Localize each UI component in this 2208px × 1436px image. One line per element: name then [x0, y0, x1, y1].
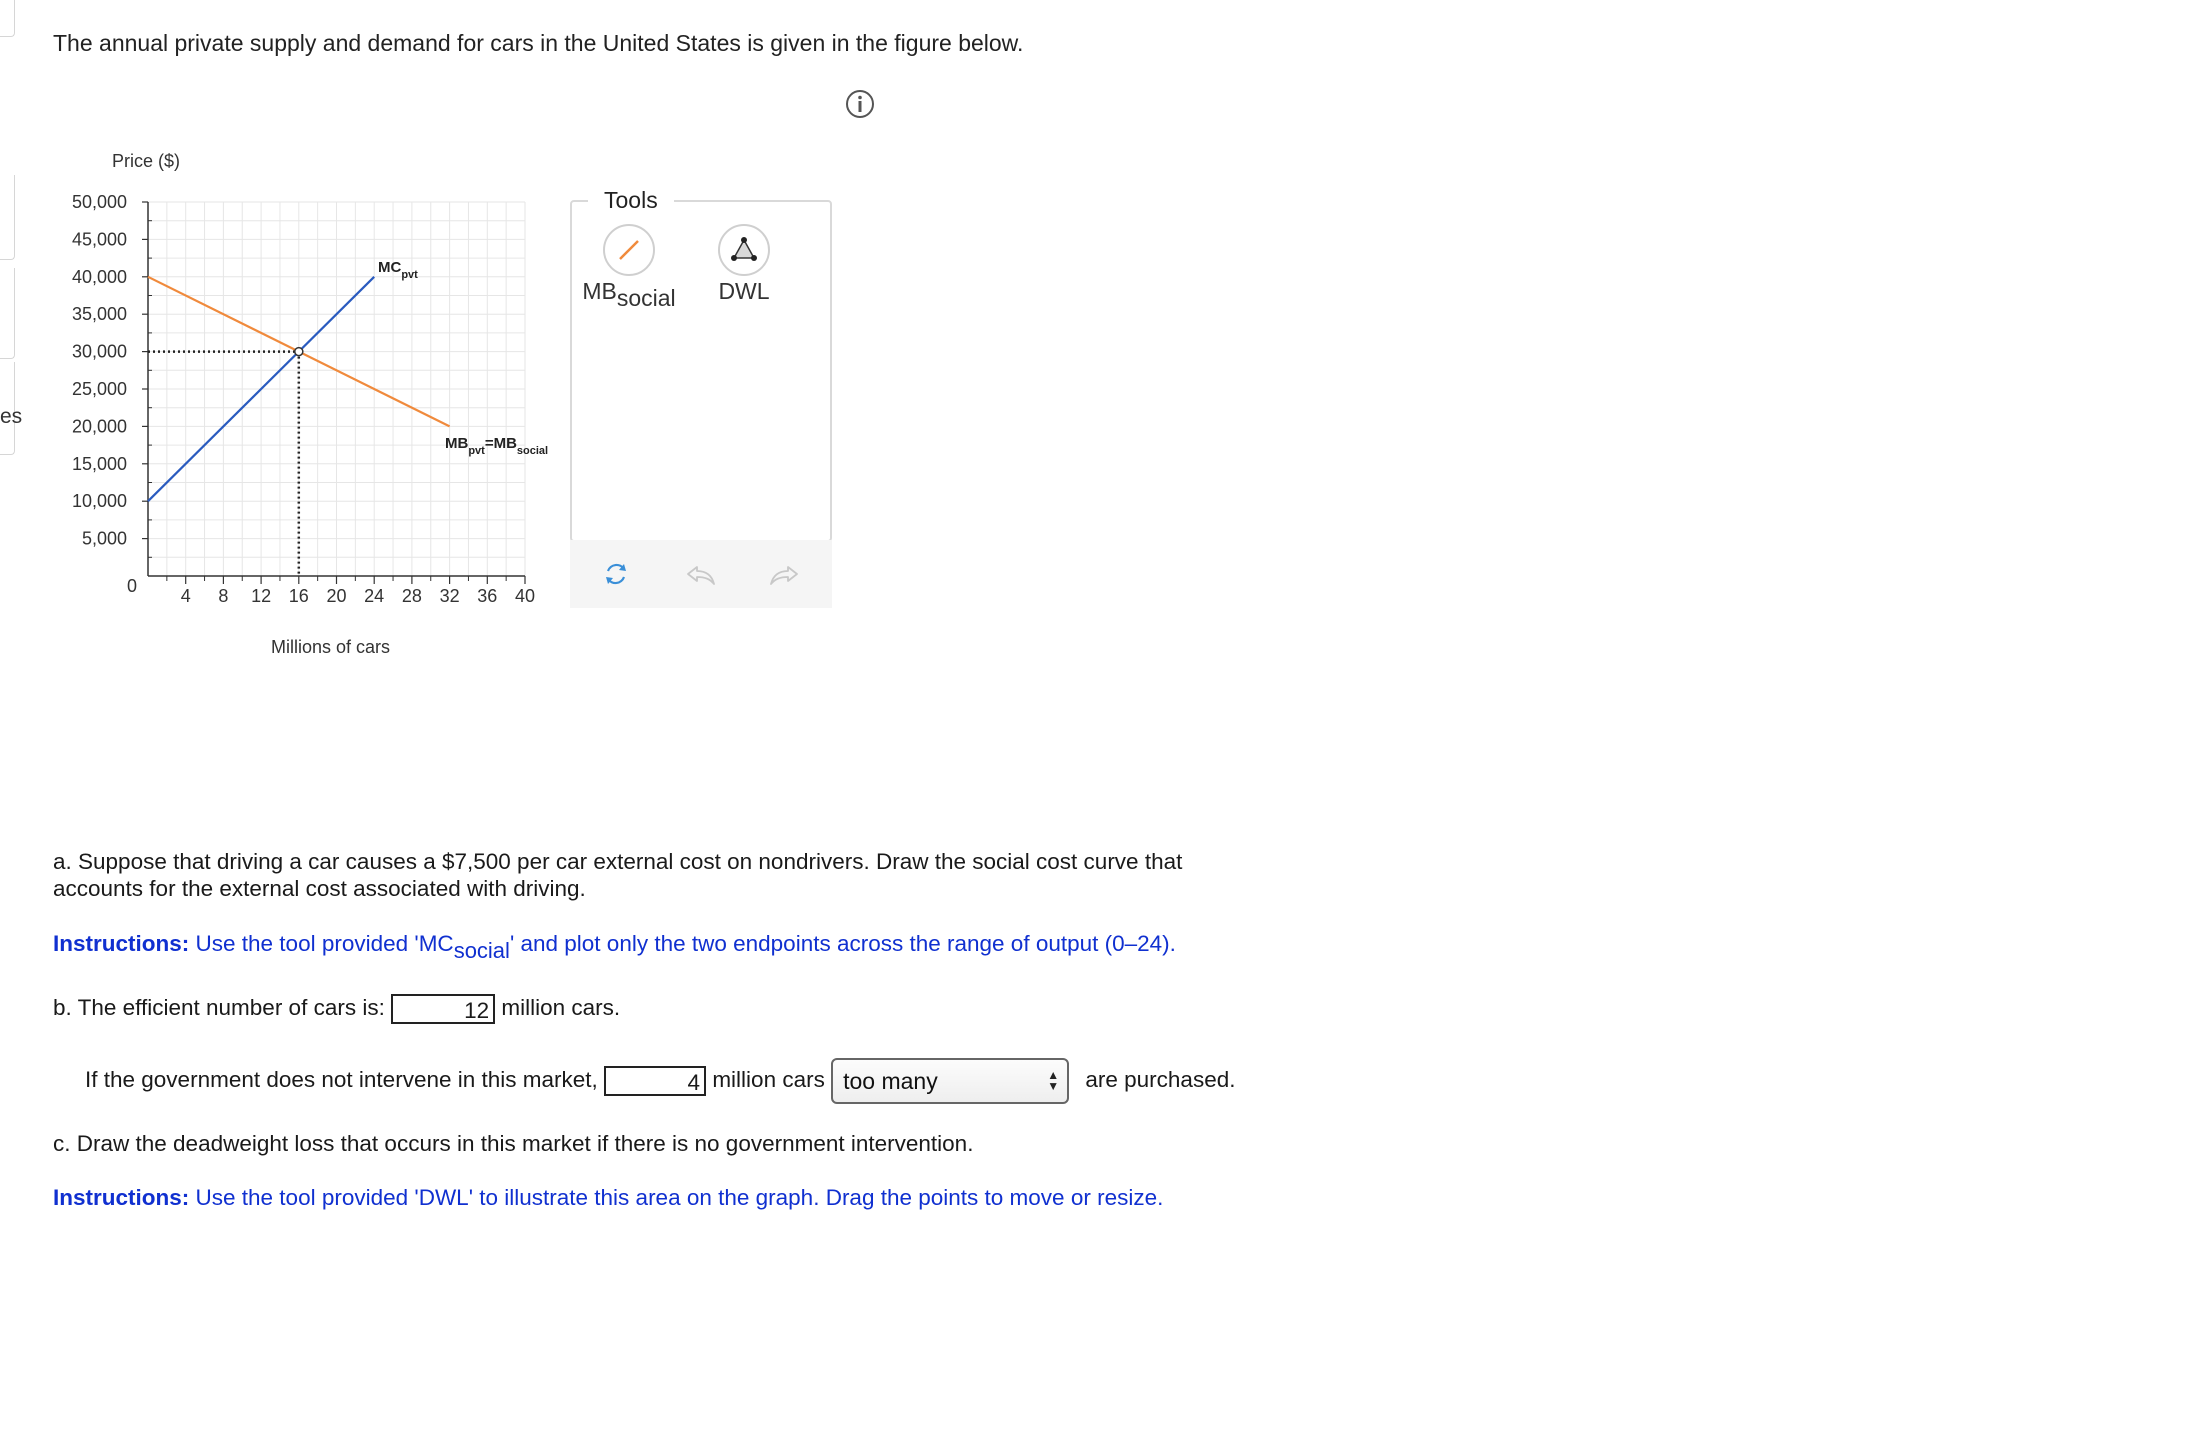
x-tick-label: 24 [364, 586, 385, 606]
equilibrium-point [295, 348, 303, 356]
line-tool-icon [614, 235, 644, 265]
y-tick-label: 15,000 [71, 453, 127, 474]
x-tick-label: 36 [477, 586, 498, 606]
mb-pvt-social-label: $MB_{pvt}=MB_{social}$ [445, 435, 549, 457]
y-tick-label: 40,000 [71, 266, 127, 287]
undo-icon[interactable] [685, 558, 717, 590]
government-mid-text: million cars [712, 1066, 825, 1092]
mc-pvt-label: $MC_{pvt}$ [378, 259, 418, 281]
gutter-label: es [0, 405, 23, 428]
y-axis-title: Price ($) [112, 151, 181, 171]
question-b [53, 994, 620, 1024]
x-tick-label: 12 [251, 586, 272, 606]
government-suffix: are purchased. [1085, 1066, 1236, 1092]
supply-demand-graph[interactable] [40, 140, 600, 660]
government-text: If the government does not intervene in this market, [85, 1066, 598, 1092]
question-a [53, 848, 1182, 902]
y-tick-label: 5,000 [81, 528, 127, 549]
question-c-instructions: Instructions: Use the tool provided 'DWL' to illustrate this area on the graph. Drag the points to move or resize. [53, 1185, 1164, 1210]
dwl-tool[interactable] [684, 224, 804, 305]
question-a-line2: accounts for the external cost associated with driving. [53, 876, 586, 901]
info-icon[interactable] [845, 89, 875, 119]
y-tick-label: 35,000 [71, 304, 127, 325]
y-tick-label: 45,000 [71, 229, 127, 250]
question-b-suffix: million cars. [501, 995, 621, 1020]
question-c: c. Draw the deadweight loss that occurs in this market if there is no government intervention. [53, 1131, 974, 1156]
x-tick-label: 20 [326, 586, 347, 606]
tools-panel [570, 200, 832, 542]
mb-social-tool-label: MBsocial [582, 278, 676, 311]
y-tick-label: 20,000 [71, 416, 127, 437]
gutter-panel-1 [0, 175, 15, 260]
dwl-tool-button[interactable] [718, 224, 770, 276]
x-tick-label: 8 [218, 586, 229, 606]
y-tick-label: 30,000 [71, 341, 127, 362]
question-a-line1: a. Suppose that driving a car causes a $7,500 per car external cost on nondrivers. Draw the social cost curve that [53, 849, 1183, 874]
gutter-panel-top [0, 0, 15, 37]
mb-social-tool-button[interactable] [603, 224, 655, 276]
tools-legend: Tools [588, 187, 674, 214]
x-tick-label: 40 [514, 586, 536, 606]
efficient-cars-input[interactable]: 12 [391, 994, 495, 1024]
x-tick-label: 28 [401, 586, 422, 606]
x-tick-label: 16 [288, 586, 309, 606]
x-axis-title: Millions of cars [271, 637, 391, 657]
no-intervention-cars-input[interactable]: 4 [604, 1066, 706, 1096]
question-b-text: b. The efficient number of cars is: [53, 995, 385, 1020]
mb-social-tool[interactable] [569, 224, 689, 311]
y-tick-label: 25,000 [71, 379, 127, 399]
graph-ticks [72, 192, 535, 606]
x-tick-label: 32 [439, 586, 460, 606]
gutter-panel-2 [0, 268, 15, 359]
question-a-instructions: Instructions: Use the tool provided 'MCsocial' and plot only the two endpoints across the range of output (0–24). [53, 931, 1176, 963]
y-tick-label: 10,000 [71, 491, 127, 512]
x-tick-label: 4 [180, 586, 191, 606]
too-many-select-value: too many [843, 1068, 938, 1094]
reset-icon[interactable] [600, 558, 632, 590]
tools-toolbar [570, 540, 832, 608]
dwl-tool-label: DWL [718, 278, 770, 304]
question-prompt: The annual private supply and demand for cars in the United States is given in the figure below. [53, 30, 1024, 56]
origin-label: 0 [126, 576, 138, 596]
y-tick-label: 50,000 [71, 192, 127, 212]
government-question [85, 1058, 1235, 1104]
graph-grid [148, 202, 525, 576]
polygon-tool-icon [728, 234, 760, 266]
select-arrows-icon: ▲ ▼ [1047, 1068, 1060, 1093]
too-many-select[interactable] [831, 1058, 1069, 1104]
redo-icon[interactable] [768, 558, 800, 590]
